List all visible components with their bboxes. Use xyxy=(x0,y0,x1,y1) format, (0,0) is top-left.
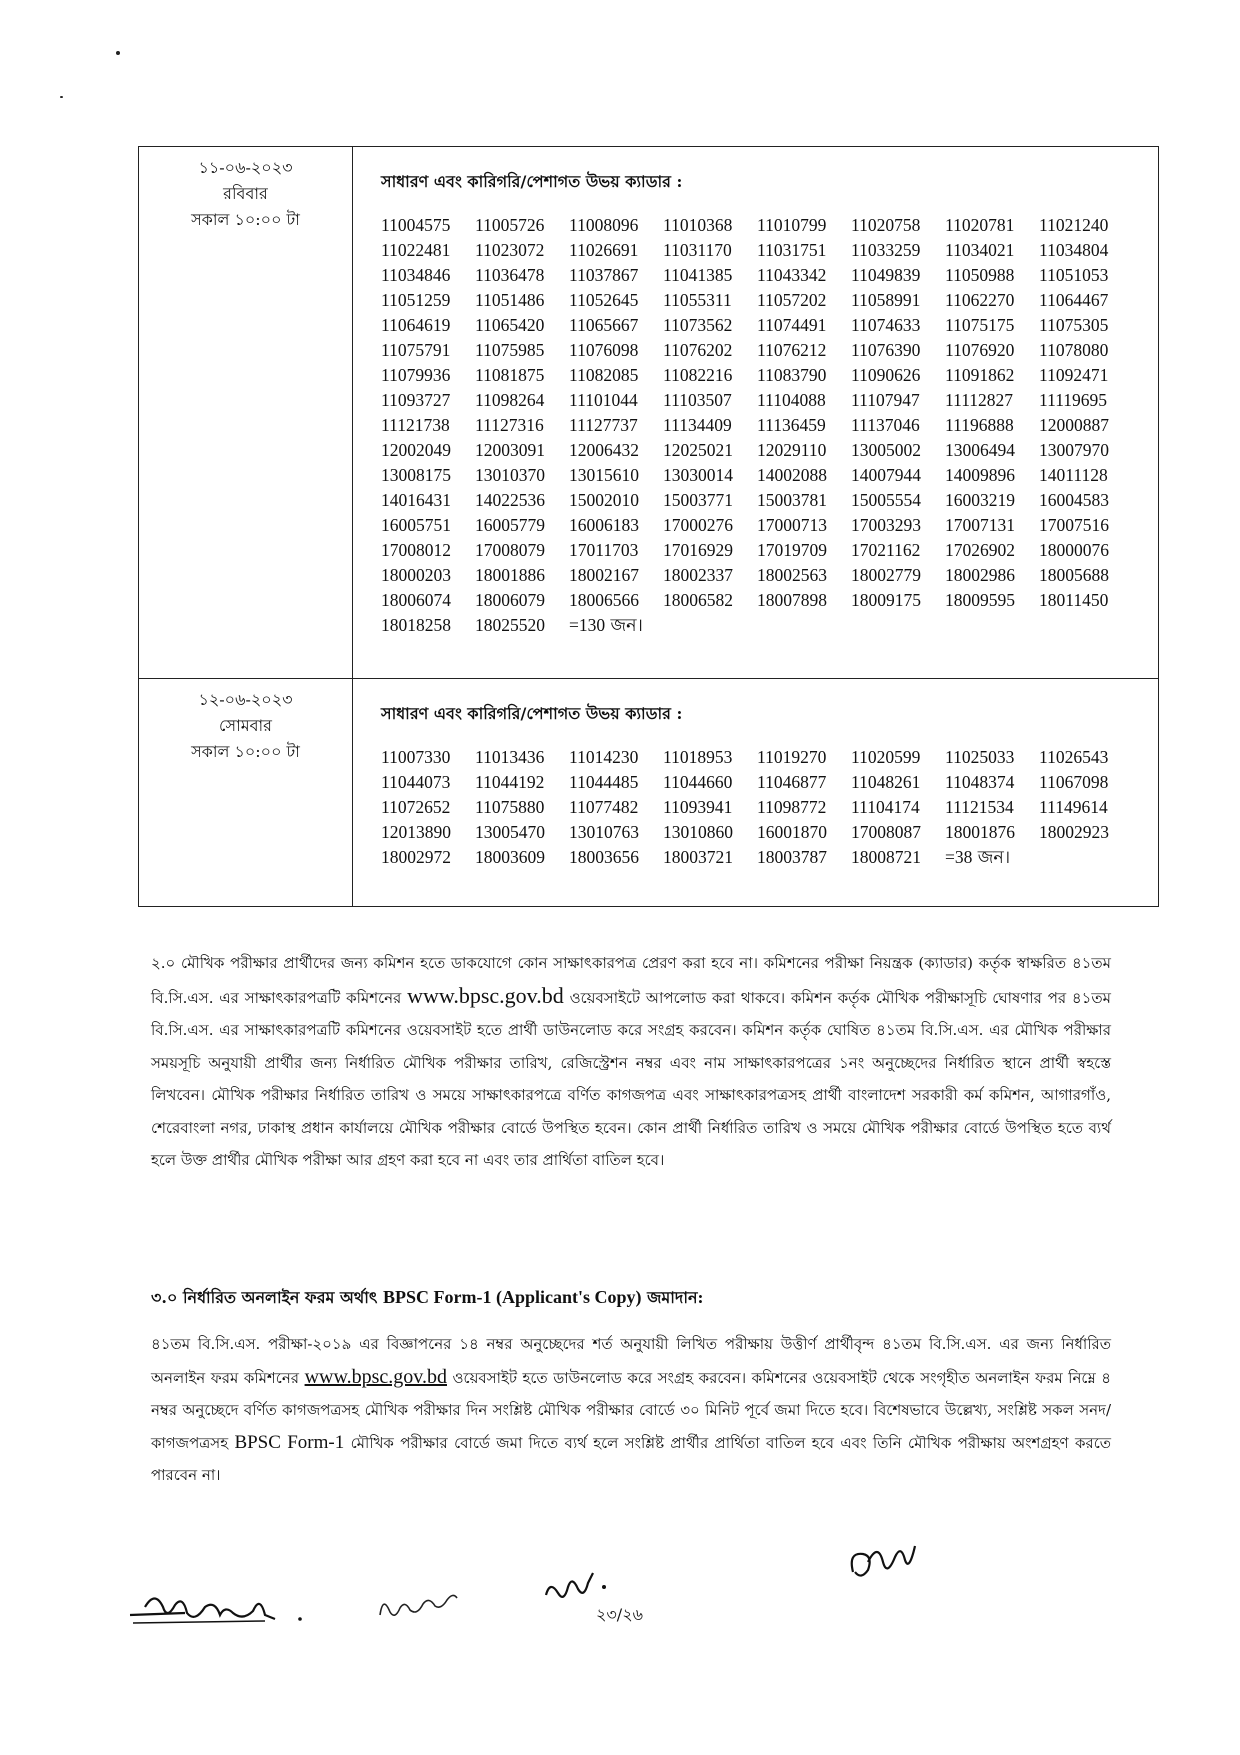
registration-number: 13030014 xyxy=(663,465,733,485)
registration-number: 11004575 xyxy=(381,215,451,235)
registration-number: 11010799 xyxy=(757,215,827,235)
registration-number: 11075791 xyxy=(381,340,451,360)
registration-list-cell xyxy=(353,147,1159,679)
registration-row xyxy=(381,263,1140,288)
registration-row xyxy=(381,338,1140,363)
registration-number: 11149614 xyxy=(1039,797,1108,817)
registration-number: 18018258 xyxy=(381,615,451,635)
registration-row xyxy=(381,363,1140,388)
registration-number: 11134409 xyxy=(663,415,732,435)
registration-number: 11007330 xyxy=(381,747,451,767)
registration-row xyxy=(381,845,1140,870)
registration-number: 18003721 xyxy=(663,847,733,867)
registration-number: 11075985 xyxy=(475,340,545,360)
section-2-text: ওয়েবসাইটে আপলোড করা থাকবে। কমিশন কর্তৃক মৌখিক পরীক্ষাসূচি ঘোষণার পর ৪১তম বি.সি.এস. এর সাক্ষাৎকারপত্রটি কমিশনের ওয়েবসাইট হতে প্রার্থী ডাউনলোড করে সংগ্রহ করবেন। কমিশন কর্তৃক ঘোষিত ৪১তম বি.সি.এস. এর মৌখিক পরীক্ষার সময়সূচি অনুযায়ী প্রার্থীর জন্য নির্ধারিত মৌখিক পরীক্ষার তারিখ, রেজিস্ট্রেশন নম্বর এবং নাম সাক্ষাৎকারপত্রের ১নং অনুচ্ছেদের নির্ধারিত স্থানে প্রার্থী স্বহস্তে লিখবেন। মৌখিক পরীক্ষার নির্ধারিত তারিখ ও সময়ে সাক্ষাৎকারপত্রে বর্ণিত কাগজপত্র এবং সাক্ষাৎকারপত্রসহ প্রার্থী বাংলাদেশ সরকারী কর্ম কমিশন, আগারগাঁও, শেরেবাংলা নগর, ঢাকাস্থ প্রধান কার্যালয়ে মৌখিক পরীক্ষার বোর্ডে উপস্থিত হবেন। কোন প্রার্থী নির্ধারিত তারিখ ও সময়ে মৌখিক পরীক্ষার বোর্ডে উপস্থিত হতে ব্যর্থ হলে উক্ত প্রার্থীর মৌখিক পরীক্ষা আর গ্রহণ করা হবে না এবং তার প্রার্থিতা বাতিল হবে। xyxy=(151,988,1111,1169)
registration-number: 11019270 xyxy=(757,747,827,767)
registration-number: 11013436 xyxy=(475,747,545,767)
registration-number: 11036478 xyxy=(475,265,545,285)
registration-number: 11005726 xyxy=(475,215,545,235)
registration-number: 17007516 xyxy=(1039,515,1109,535)
registration-number: 12029110 xyxy=(757,440,827,460)
registration-number: 11025033 xyxy=(945,747,1015,767)
registration-number: 11076212 xyxy=(757,340,827,360)
registration-number: 11082085 xyxy=(569,365,639,385)
registration-row xyxy=(381,745,1140,770)
registration-number: 17008079 xyxy=(475,540,545,560)
registration-number: 18006079 xyxy=(475,590,545,610)
registration-number: 11079936 xyxy=(381,365,451,385)
registration-number: 18002972 xyxy=(381,847,451,867)
registration-number: 18003787 xyxy=(757,847,827,867)
registration-number: 11048374 xyxy=(945,772,1015,792)
registration-number: 11051486 xyxy=(475,290,545,310)
registration-number: 17000713 xyxy=(757,515,827,535)
registration-number: 18002779 xyxy=(851,565,921,585)
registration-number: 18009175 xyxy=(851,590,921,610)
registration-number: 11065420 xyxy=(475,315,545,335)
registration-number: 11055311 xyxy=(663,290,732,310)
section-2-text: ২.০ মৌখিক পরীক্ষার প্রার্থীদের জন্য কমিশন হতে ডাকযোগে কোন সাক্ষাৎকারপত্র প্রেরণ করা হবে না। কমিশনের পরীক্ষা নিয়ন্ত্রক (ক্যাডার) কর্তৃক স্বাক্ষরিত ৪১তম বি.সি.এস. এর সাক্ষাৎকারপত্রটি কমিশনের xyxy=(151,954,1111,1007)
registration-number: 18001876 xyxy=(945,822,1015,842)
registration-number: 11121738 xyxy=(381,415,450,435)
schedule-row xyxy=(139,679,1159,907)
registration-number: 11075880 xyxy=(475,797,545,817)
registration-number: 17003293 xyxy=(851,515,921,535)
signature-4 xyxy=(843,1532,923,1592)
registration-number: 11051259 xyxy=(381,290,451,310)
registration-number: 18002337 xyxy=(663,565,733,585)
registration-number: 11076098 xyxy=(569,340,639,360)
registration-number: 11020758 xyxy=(851,215,921,235)
registration-number: 15002010 xyxy=(569,490,639,510)
registration-number: 17008087 xyxy=(851,822,921,842)
registration-number: 11064619 xyxy=(381,315,451,335)
registration-row xyxy=(381,795,1140,820)
registration-number: 11008096 xyxy=(569,215,639,235)
registration-number: 18003656 xyxy=(569,847,639,867)
bpsc-website-link[interactable]: www.bpsc.gov.bd xyxy=(304,1365,447,1388)
registration-number: 11033259 xyxy=(851,240,921,260)
registration-number: 18003609 xyxy=(475,847,545,867)
registration-row xyxy=(381,488,1140,513)
registration-number: 16005751 xyxy=(381,515,451,535)
registration-number: 15003771 xyxy=(663,490,733,510)
registration-number: 11034846 xyxy=(381,265,451,285)
registration-number: 12006432 xyxy=(569,440,639,460)
registration-number: 11049839 xyxy=(851,265,921,285)
registration-row xyxy=(381,288,1140,313)
registration-number: 14009896 xyxy=(945,465,1015,485)
form-name: BPSC Form-1 xyxy=(234,1431,345,1453)
registration-number: 11046877 xyxy=(757,772,827,792)
registration-number: 11020781 xyxy=(945,215,1015,235)
registration-number: 11121534 xyxy=(945,797,1014,817)
registration-number: 11104088 xyxy=(757,390,826,410)
registration-number: 11010368 xyxy=(663,215,733,235)
registration-number: 11020599 xyxy=(851,747,921,767)
registration-number: 13008175 xyxy=(381,465,451,485)
registration-number: 13006494 xyxy=(945,440,1015,460)
registration-number: 18009595 xyxy=(945,590,1015,610)
registration-number: 11074491 xyxy=(757,315,827,335)
registration-numbers xyxy=(381,745,1140,870)
registration-number: 11136459 xyxy=(757,415,826,435)
registration-number: 11104174 xyxy=(851,797,920,817)
registration-row xyxy=(381,213,1140,238)
exam-day: সোমবার xyxy=(219,716,272,735)
registration-number: 11098772 xyxy=(757,797,827,817)
registration-row xyxy=(381,820,1140,845)
cadre-heading: সাধারণ এবং কারিগরি/পেশাগত উভয় ক্যাডার : xyxy=(381,704,683,723)
registration-number: 18002563 xyxy=(757,565,827,585)
registration-number: 18025520 xyxy=(475,615,545,635)
signature-1 xyxy=(125,1585,310,1635)
registration-number: 11018953 xyxy=(663,747,733,767)
registration-number: 13010370 xyxy=(475,465,545,485)
registration-number: 14016431 xyxy=(381,490,451,510)
registration-number: 11137046 xyxy=(851,415,920,435)
registration-number: 11092471 xyxy=(1039,365,1109,385)
registration-number: 11081875 xyxy=(475,365,545,385)
registration-number: 11093941 xyxy=(663,797,733,817)
registration-list-cell xyxy=(353,679,1159,907)
registration-number: 16005779 xyxy=(475,515,545,535)
section-3-heading: ৩.০ নির্ধারিত অনলাইন ফরম অর্থাৎ BPSC Form-1 (Applicant's Copy) জমাদান: xyxy=(151,1287,704,1307)
registration-number: 15005554 xyxy=(851,490,921,510)
registration-number: 17019709 xyxy=(757,540,827,560)
exam-date: ১২-০৬-২০২৩ xyxy=(198,690,293,709)
exam-date: ১১-০৬-২০২৩ xyxy=(198,158,293,177)
registration-number: 11023072 xyxy=(475,240,545,260)
registration-number: 12002049 xyxy=(381,440,451,460)
registration-number: 15003781 xyxy=(757,490,827,510)
registration-number: 11026691 xyxy=(569,240,639,260)
exam-time: সকাল ১০:০০ টা xyxy=(191,742,300,761)
registration-row xyxy=(381,613,1140,638)
registration-row xyxy=(381,513,1140,538)
registration-number: 11058991 xyxy=(851,290,921,310)
registration-number: 14011128 xyxy=(1039,465,1108,485)
registration-number: 11050988 xyxy=(945,265,1015,285)
registration-number: 12013890 xyxy=(381,822,451,842)
registration-number: 12003091 xyxy=(475,440,545,460)
registration-row xyxy=(381,313,1140,338)
registration-number: 11091862 xyxy=(945,365,1015,385)
registration-number: 18006566 xyxy=(569,590,639,610)
section-2-paragraph xyxy=(151,947,1111,1177)
registration-number: 11082216 xyxy=(663,365,733,385)
registration-row xyxy=(381,238,1140,263)
page-number: ২৩/২৬ xyxy=(596,1605,644,1624)
registration-number: 11112827 xyxy=(945,390,1014,410)
registration-number: 16006183 xyxy=(569,515,639,535)
registration-number: 13010763 xyxy=(569,822,639,842)
registration-row xyxy=(381,588,1140,613)
registration-number: 11026543 xyxy=(1039,747,1109,767)
registration-numbers xyxy=(381,213,1140,638)
registration-number: 13015610 xyxy=(569,465,639,485)
registration-number: 18006582 xyxy=(663,590,733,610)
section-3-paragraph xyxy=(151,1328,1111,1492)
registration-row xyxy=(381,538,1140,563)
registration-number: 11031170 xyxy=(663,240,732,260)
registration-number: 11090626 xyxy=(851,365,921,385)
section-3-text: মৌখিক পরীক্ষার বোর্ডে জমা দিতে ব্যর্থ হলে সংশ্লিষ্ট প্রার্থীর প্রার্থিতা বাতিল হবে এবং তিনি মৌখিক পরীক্ষায় অংশগ্রহণ করতে পারবেন না। xyxy=(151,1433,1111,1484)
registration-number: 11034804 xyxy=(1039,240,1109,260)
registration-number: 17021162 xyxy=(851,540,921,560)
registration-number: 11065667 xyxy=(569,315,639,335)
registration-number: 11075305 xyxy=(1039,315,1109,335)
registration-number: 11076390 xyxy=(851,340,921,360)
registration-number: 11051053 xyxy=(1039,265,1109,285)
interview-schedule-table xyxy=(138,146,1159,907)
registration-number: 11083790 xyxy=(757,365,827,385)
registration-number: 11034021 xyxy=(945,240,1015,260)
registration-number: 18002923 xyxy=(1039,822,1109,842)
registration-number: 17007131 xyxy=(945,515,1015,535)
bpsc-website-link[interactable]: www.bpsc.gov.bd xyxy=(407,982,564,1008)
candidate-total: =130 জন। xyxy=(569,615,643,635)
registration-number: 11037867 xyxy=(569,265,639,285)
registration-number: 11052645 xyxy=(569,290,639,310)
registration-number: 12025021 xyxy=(663,440,733,460)
registration-number: 11127316 xyxy=(475,415,544,435)
registration-number: 11074633 xyxy=(851,315,921,335)
registration-number: 17016929 xyxy=(663,540,733,560)
registration-number: 11119695 xyxy=(1039,390,1108,410)
registration-number: 18007898 xyxy=(757,590,827,610)
registration-row xyxy=(381,388,1140,413)
schedule-row xyxy=(139,147,1159,679)
registration-number: 13005002 xyxy=(851,440,921,460)
registration-number: 18011450 xyxy=(1039,590,1109,610)
registration-number: 13007970 xyxy=(1039,440,1109,460)
registration-number: 11196888 xyxy=(945,415,1014,435)
registration-number: 11044660 xyxy=(663,772,733,792)
registration-number: 11064467 xyxy=(1039,290,1109,310)
registration-number: 11078080 xyxy=(1039,340,1109,360)
registration-row xyxy=(381,563,1140,588)
date-cell xyxy=(139,679,353,907)
registration-row xyxy=(381,438,1140,463)
registration-number: 18008721 xyxy=(851,847,921,867)
registration-number: 11101044 xyxy=(569,390,638,410)
candidate-total: =38 জন। xyxy=(945,847,1011,867)
registration-number: 11107947 xyxy=(851,390,920,410)
registration-number: 11021240 xyxy=(1039,215,1109,235)
registration-number: 11077482 xyxy=(569,797,639,817)
registration-number: 17026902 xyxy=(945,540,1015,560)
scan-speck xyxy=(116,51,120,55)
registration-number: 11022481 xyxy=(381,240,451,260)
registration-number: 14007944 xyxy=(851,465,921,485)
registration-number: 12000887 xyxy=(1039,415,1109,435)
registration-row xyxy=(381,770,1140,795)
registration-number: 11103507 xyxy=(663,390,732,410)
registration-number: 17008012 xyxy=(381,540,451,560)
registration-number: 11067098 xyxy=(1039,772,1109,792)
registration-number: 18002986 xyxy=(945,565,1015,585)
section-3-text: ওয়েবসাইট হতে ডাউনলোড করে সংগ্রহ করবেন। কমিশনের ওয়েবসাইট থেকে সংগৃহীত অনলাইন ফরম নিম্নে ৪ নম্বর অনুচ্ছেদে বর্ণিত কাগজপত্রসহ মৌখিক পরীক্ষার দিন সংশ্লিষ্ট মৌখিক পরীক্ষার বোর্ডে ৩০ মিনিট পূর্বে জমা দিতে হবে। বিশেষভাবে উল্লেখ্য, সংশ্লিষ্ট সকল সনদ/কাগজপত্রসহ xyxy=(151,1368,1111,1452)
registration-number: 18002167 xyxy=(569,565,639,585)
registration-number: 11057202 xyxy=(757,290,827,310)
registration-number: 11127737 xyxy=(569,415,638,435)
registration-number: 11076920 xyxy=(945,340,1015,360)
registration-row xyxy=(381,463,1140,488)
exam-day: রবিবার xyxy=(223,184,268,203)
exam-time: সকাল ১০:০০ টা xyxy=(191,210,300,229)
registration-number: 17000276 xyxy=(663,515,733,535)
registration-number: 13010860 xyxy=(663,822,733,842)
registration-number: 13005470 xyxy=(475,822,545,842)
registration-number: 18000203 xyxy=(381,565,451,585)
registration-number: 11073562 xyxy=(663,315,733,335)
registration-number: 14002088 xyxy=(757,465,827,485)
registration-number: 11062270 xyxy=(945,290,1015,310)
registration-number: 18006074 xyxy=(381,590,451,610)
registration-number: 11072652 xyxy=(381,797,451,817)
section-3-text: ৪১তম বি.সি.এস. পরীক্ষা-২০১৯ এর বিজ্ঞাপনের ১৪ নম্বর অনুচ্ছেদের শর্ত অনুযায়ী লিখিত পরীক্ষায় উত্তীর্ণ প্রার্থীবৃন্দ ৪১তম বি.সি.এস. এর জন্য নির্ধারিত অনলাইন ফরম কমিশনের xyxy=(151,1335,1111,1387)
registration-number: 11044192 xyxy=(475,772,545,792)
registration-number: 11014230 xyxy=(569,747,639,767)
registration-number: 18005688 xyxy=(1039,565,1109,585)
registration-number: 18001886 xyxy=(475,565,545,585)
registration-number: 17011703 xyxy=(569,540,639,560)
registration-number: 11048261 xyxy=(851,772,921,792)
registration-number: 11041385 xyxy=(663,265,733,285)
registration-number: 16003219 xyxy=(945,490,1015,510)
registration-number: 18000076 xyxy=(1039,540,1109,560)
registration-number: 16001870 xyxy=(757,822,827,842)
registration-row xyxy=(381,413,1140,438)
registration-number: 16004583 xyxy=(1039,490,1109,510)
registration-number: 11098264 xyxy=(475,390,545,410)
registration-number: 11043342 xyxy=(757,265,827,285)
registration-number: 14022536 xyxy=(475,490,545,510)
date-cell xyxy=(139,147,353,679)
cadre-heading: সাধারণ এবং কারিগরি/পেশাগত উভয় ক্যাডার : xyxy=(381,172,683,191)
registration-number: 11093727 xyxy=(381,390,451,410)
scan-speck xyxy=(60,96,63,98)
registration-number: 11044073 xyxy=(381,772,451,792)
registration-number: 11031751 xyxy=(757,240,827,260)
registration-number: 11076202 xyxy=(663,340,733,360)
registration-number: 11044485 xyxy=(569,772,639,792)
registration-number: 11075175 xyxy=(945,315,1015,335)
signature-2 xyxy=(375,1580,470,1630)
